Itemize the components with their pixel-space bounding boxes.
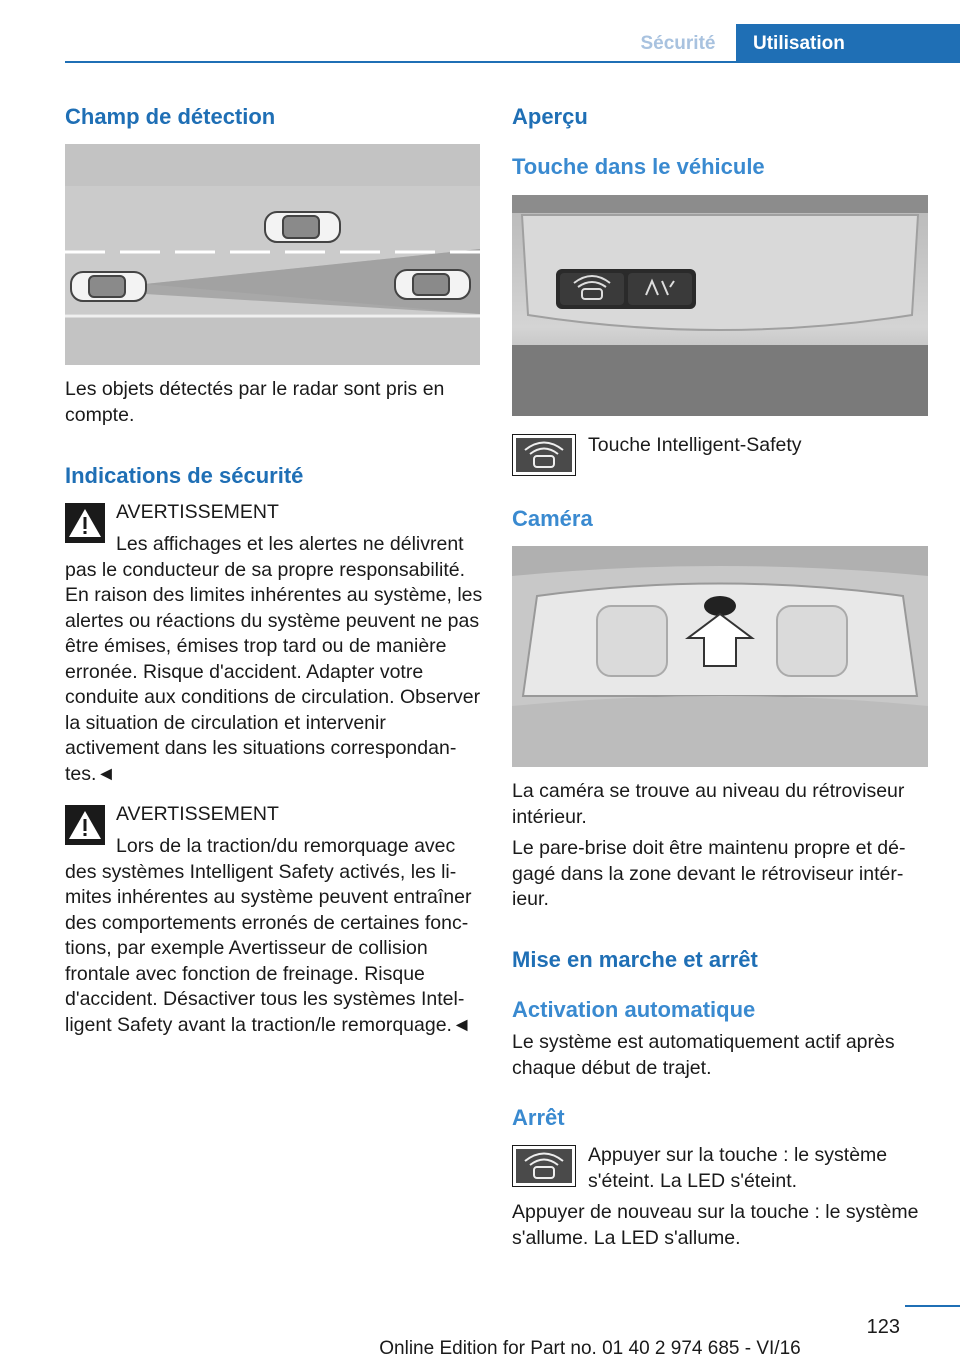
warning2-text: Lors de la traction/du remorquage avec des systèmes Intelligent Safety activés, les limites inhérentes au système peuvent entraîner des comportements erronés de certaines fonctions, par exemple Avertisseur de collision frontale avec fonction de freinage. Risque d'accident. Désactiver tous les systèmes Intelligent Safety avant la traction/le remorquage.◄ bbox=[65, 835, 472, 1036]
paragraph-detected-objects: Les objets détectés par le radar sont pris en compte. bbox=[65, 378, 445, 426]
paragraph-stop: Appuyer sur la touche : le système s'éteint. La LED s'éteint. bbox=[588, 1144, 888, 1192]
heading-safety-notes: Indications de sécurité bbox=[65, 463, 304, 488]
intelligent-safety-button-icon bbox=[512, 434, 576, 476]
warning1-text: Les affichages et les alertes ne délivrent pas le conducteur de sa propre responsabilité. En raison des limites inhérentes au système, les alertes ou réactions du système peuvent ne pas être émises, émises trop tard ou de manière erronée. Risque d'accident. Adapter votre conduite aux conditions de circulation. Observer la situation de circulation et intervenir activement dans les situations correspondantes.◄ bbox=[65, 533, 483, 785]
heading-automatic-activation: Activation automatique bbox=[512, 997, 756, 1022]
heading-detection-field: Champ de détection bbox=[65, 104, 276, 129]
car-top bbox=[265, 212, 340, 242]
vehicle-button-figure bbox=[512, 195, 928, 416]
heading-button-in-vehicle: Touche dans le véhicule bbox=[512, 154, 765, 179]
paragraph-press-again: Appuyer de nouveau sur la touche : le système s'allume. La LED s'allume. bbox=[512, 1201, 919, 1249]
header-chapter: Utilisation bbox=[736, 24, 960, 63]
paragraph-automatic-activation: Le système est automatiquement actif après chaque début de trajet. bbox=[512, 1031, 895, 1079]
header-rule bbox=[65, 61, 960, 63]
heading-on-off: Mise en marche et arrêt bbox=[512, 947, 758, 972]
intelligent-safety-button-icon bbox=[512, 1145, 576, 1187]
paragraph-camera-location: La caméra se trouve au niveau du rétroviseur intérieur. bbox=[512, 780, 905, 828]
warning1-title: AVERTISSEMENT bbox=[116, 501, 279, 523]
detection-field-figure bbox=[65, 144, 480, 365]
button-caption: Touche Intelligent-Safety bbox=[588, 434, 802, 456]
footer-rule bbox=[905, 1305, 960, 1307]
edition-line: Online Edition for Part no. 01 40 2 974 685 - VI/16 bbox=[379, 1338, 801, 1359]
paragraph-camera-clean: Le pare-brise doit être maintenu propre et dégagé dans la zone devant le rétroviseur intérieur. bbox=[512, 837, 906, 910]
heading-stop: Arrêt bbox=[512, 1105, 565, 1130]
warning2-title: AVERTISSEMENT bbox=[116, 803, 279, 825]
heading-camera: Caméra bbox=[512, 506, 593, 531]
header-section: Sécurité bbox=[640, 33, 716, 54]
heading-overview: Aperçu bbox=[512, 104, 588, 129]
page-number: 123 bbox=[866, 1316, 900, 1338]
camera-figure bbox=[512, 546, 928, 767]
